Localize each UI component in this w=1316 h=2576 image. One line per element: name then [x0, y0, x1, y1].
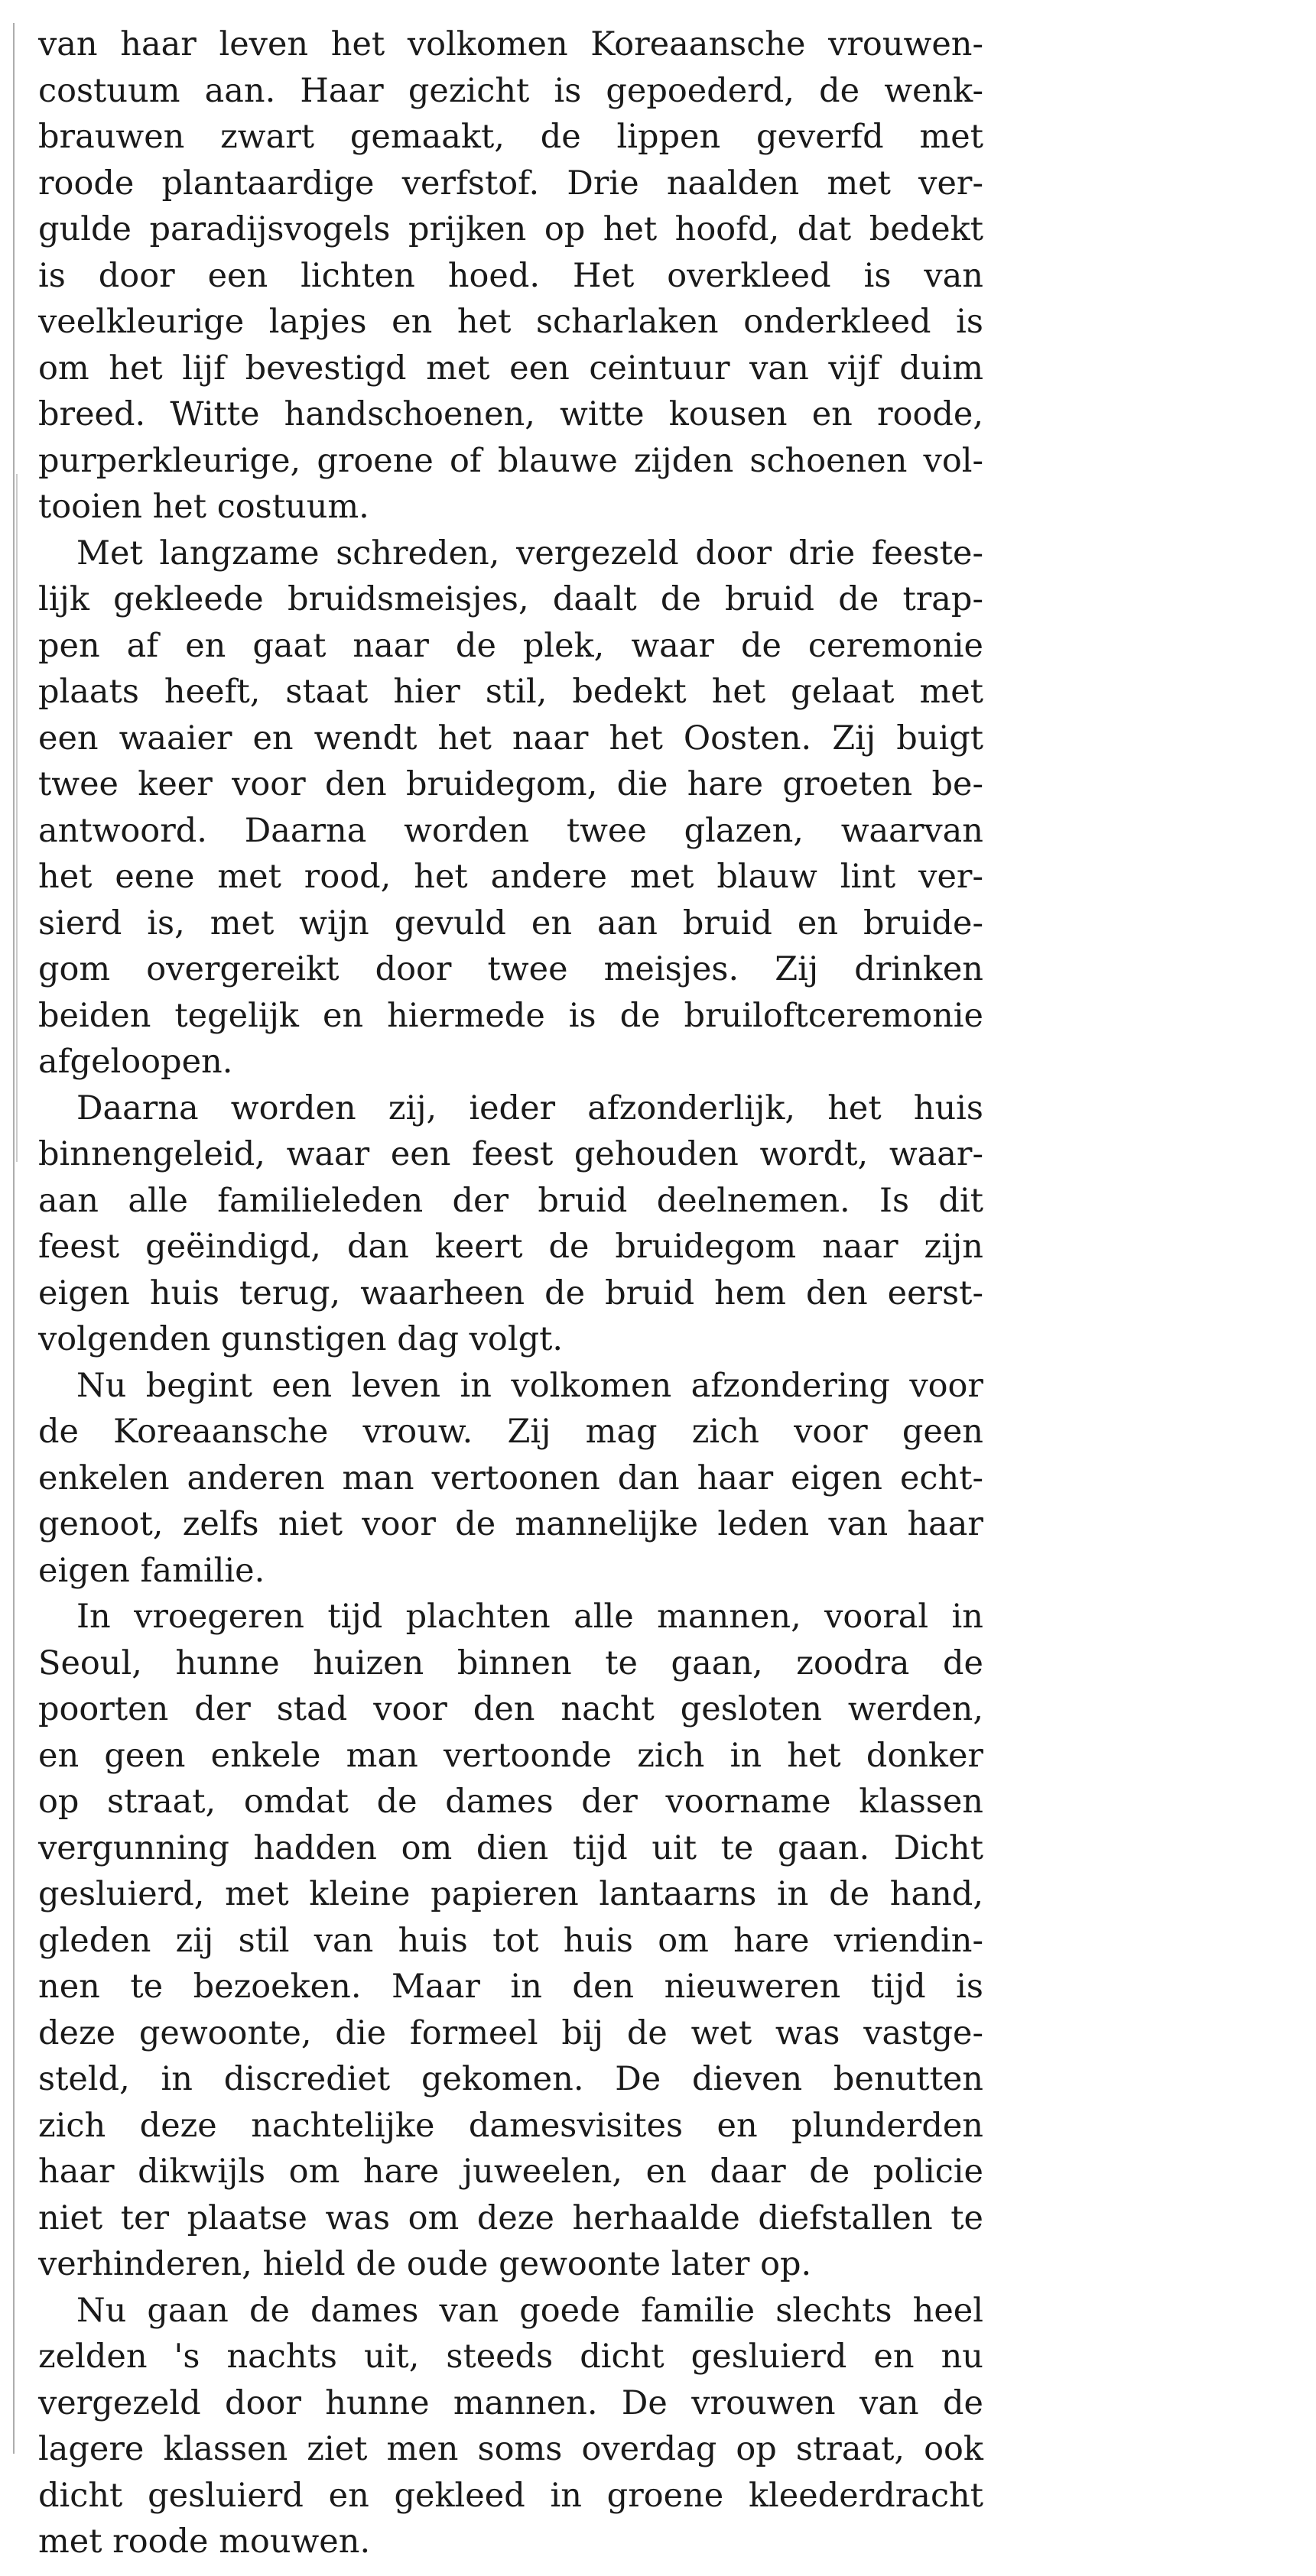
- paragraph-costume: [38, 21, 983, 530]
- text-line: purperkleurige, groene of blauwe zijden schoenen vol-: [38, 441, 983, 480]
- text-line: gleden zij stil van huis tot huis om hare vriendin-: [38, 1921, 983, 1960]
- text-line: genoot, zelfs niet voor de mannelijke leden van haar: [38, 1505, 983, 1543]
- text-line: enkelen anderen man vertoonen dan haar eigen echt-: [38, 1458, 983, 1497]
- text-line: veelkleurige lapjes en het scharlaken onderkleed is: [38, 303, 983, 341]
- text-line: eigen huis terug, waarheen de bruid hem den eerst-: [38, 1273, 983, 1312]
- text-line: het eene met rood, het andere met blauw lint ver-: [38, 858, 983, 896]
- text-line: beiden tegelijk en hiermede is de bruiloftceremonie: [38, 996, 983, 1035]
- text-line: Nu begint een leven in volkomen afzondering voor: [76, 1366, 983, 1405]
- body-text: [38, 21, 983, 2565]
- paragraph-ceremony: [38, 530, 983, 1085]
- text-line: lijk gekleede bruidsmeisjes, daalt de bruid de trap-: [38, 580, 983, 618]
- text-line: de Koreaansche vrouw. Zij mag zich voor geen: [38, 1413, 983, 1451]
- text-line: aan alle familieleden der bruid deelnemen. Is dit: [38, 1181, 983, 1220]
- text-line: gesluierd, met kleine papieren lantaarns in de hand,: [38, 1875, 983, 1913]
- text-line: volgenden gunstigen dag volgt.: [38, 1320, 564, 1358]
- text-line: brauwen zwart gemaakt, de lippen geverfd met: [38, 118, 983, 156]
- text-line: afgeloopen.: [38, 1043, 233, 1081]
- text-line: zich deze nachtelijke damesvisites en plunderden: [38, 2106, 983, 2145]
- text-line: tooien het costuum.: [38, 488, 369, 526]
- paragraph-seclusion: [38, 1363, 983, 1595]
- paragraph-feast: [38, 1085, 983, 1363]
- text-line: vergunning hadden om dien tijd uit te gaan. Dicht: [38, 1828, 983, 1867]
- paragraph-modern: [38, 2288, 983, 2565]
- text-line: Daarna worden zij, ieder afzonderlijk, het huis: [76, 1088, 983, 1127]
- text-line: dicht gesluierd en gekleed in groene kleederdracht: [38, 2476, 983, 2515]
- text-line: In vroegeren tijd plachten alle mannen, vooral in: [76, 1598, 983, 1636]
- text-line: Nu gaan de dames van goede familie slechts heel: [76, 2291, 983, 2330]
- text-line: lagere klassen ziet men soms overdag op straat, ook: [38, 2430, 983, 2468]
- left-margin-rule-faint: [16, 474, 18, 1162]
- text-line: zelden 's nachts uit, steeds dicht gesluierd en nu: [38, 2338, 983, 2376]
- text-line: met roode mouwen.: [38, 2522, 371, 2561]
- text-line: steld, in discrediet gekomen. De dieven benutten: [38, 2060, 983, 2098]
- text-line: twee keer voor den bruidegom, die hare groeten be-: [38, 765, 983, 803]
- paragraph-seoul: [38, 1594, 983, 2288]
- text-line: deze gewoonte, die formeel bij de wet was vastge-: [38, 2013, 983, 2052]
- text-line: op straat, omdat de dames der voorname klassen: [38, 1783, 983, 1821]
- text-line: costuum aan. Haar gezicht is gepoederd, de wenk-: [38, 71, 983, 110]
- text-line: niet ter plaatse was om deze herhaalde diefstallen te: [38, 2198, 983, 2237]
- text-line: is door een lichten hoed. Het overkleed is van: [38, 256, 983, 295]
- text-line: een waaier en wendt het naar het Oosten. Zij buigt: [38, 719, 983, 758]
- text-line: antwoord. Daarna worden twee glazen, waarvan: [38, 811, 983, 850]
- text-line: sierd is, met wijn gevuld en aan bruid en bruide-: [38, 904, 983, 942]
- text-line: feest geëindigd, dan keert de bruidegom naar zijn: [38, 1228, 983, 1266]
- text-line: roode plantaardige verfstof. Drie naalden met ver-: [38, 164, 983, 203]
- text-line: gom overgereikt door twee meisjes. Zij drinken: [38, 950, 983, 988]
- text-line: gulde paradijsvogels prijken op het hoofd, dat bedekt: [38, 210, 983, 248]
- text-line: plaats heeft, staat hier stil, bedekt het gelaat met: [38, 673, 983, 711]
- text-line: van haar leven het volkomen Koreaansche vrouwen-: [38, 25, 983, 63]
- left-margin-rule: [13, 23, 15, 2454]
- text-line: Met langzame schreden, vergezeld door drie feeste-: [76, 534, 983, 573]
- text-line: verhinderen, hield de oude gewoonte later op.: [38, 2245, 812, 2283]
- text-line: haar dikwijls om hare juweelen, en daar de policie: [38, 2153, 983, 2191]
- text-line: Seoul, hunne huizen binnen te gaan, zoodra de: [38, 1643, 983, 1682]
- text-line: binnengeleid, waar een feest gehouden wordt, waar-: [38, 1135, 983, 1173]
- text-line: vergezeld door hunne mannen. De vrouwen van de: [38, 2383, 983, 2422]
- text-line: en geen enkele man vertoonde zich in het donker: [38, 1736, 983, 1775]
- text-line: nen te bezoeken. Maar in den nieuweren tijd is: [38, 1968, 983, 2006]
- text-line: pen af en gaat naar de plek, waar de ceremonie: [38, 626, 983, 665]
- text-line: eigen familie.: [38, 1551, 265, 1590]
- text-line: breed. Witte handschoenen, witte kousen en roode,: [38, 395, 983, 433]
- text-line: poorten der stad voor den nacht gesloten werden,: [38, 1690, 983, 1728]
- text-line: om het lijf bevestigd met een ceintuur van vijf duim: [38, 349, 983, 388]
